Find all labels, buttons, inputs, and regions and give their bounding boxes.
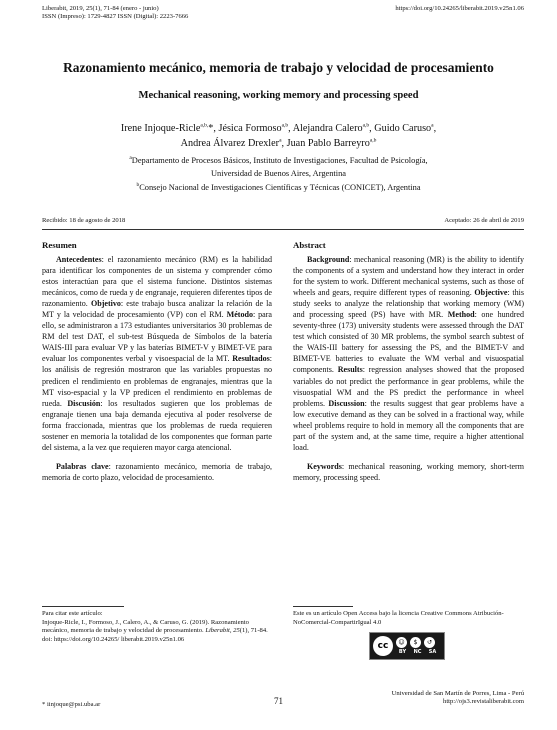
- divider: [42, 229, 524, 230]
- article-subtitle: Mechanical reasoning, working memory and processing speed: [138, 90, 419, 101]
- authors-line-1: Irene Injoque-Ricle$^{a,b,}$*, Jésica Formoso$^{a,b}$, Alejandra Calero$^{a,b}$, Guido Caruso$^a$,: [120, 122, 437, 134]
- resumen-body: [42, 254, 272, 483]
- author-email[interactable]: * iinjoque@psi.uba.ar: [42, 701, 101, 708]
- affiliations: [60, 155, 497, 195]
- noncommercial-icon: $: [410, 637, 421, 648]
- publisher-info: [392, 690, 524, 707]
- article-title: Razonamiento mecánico, memoria de trabajo y velocidad de procesamiento: [63, 60, 494, 75]
- resumen-keywords: Palabras clave: razonamiento mecánico, memoria de trabajo, memoria de corto plazo, velocidad de procesamiento.: [42, 461, 272, 482]
- cc-badge-nc: NC: [413, 649, 422, 655]
- journal-line: Liberabit, 2019, 25(1), 71-84 (enero - junio): [42, 5, 159, 12]
- affiliation-a: $^a$Departamento de Procesos Básicos, Instituto de Investigaciones, Facultad de Psicología,: [129, 155, 428, 165]
- received-date: Recibido: 18 de agosto de 2018: [42, 217, 126, 224]
- resumen-heading: Resumen: [42, 240, 77, 250]
- journal-url[interactable]: http://ojs3.revistaliberabit.com: [443, 698, 524, 706]
- affiliation-a-line2: Universidad de Buenos Aires, Argentina: [211, 168, 346, 178]
- attribution-icon: ☺: [396, 637, 407, 648]
- citation-label: Para citar este artículo:: [42, 610, 103, 617]
- abstract-keywords: Keywords: mechanical reasoning, working memory, short-term memory, processing speed.: [293, 461, 524, 482]
- cc-license-badge[interactable]: [369, 632, 445, 660]
- issn-line: ISSN (Impreso): 1729-4827 ISSN (Digital): 2223-7666: [42, 13, 189, 21]
- abstract-body: [293, 254, 524, 483]
- cc-badge-sa: SA: [428, 649, 437, 655]
- authors-line-2: Andrea Álvarez Drexler$^a$, Juan Pablo Barreyro$^{a,b}$: [180, 137, 377, 149]
- affiliation-b: $^b$Consejo Nacional de Investigaciones Científicas y Técnicas (CONICET), Argentina: [136, 182, 421, 193]
- accepted-date: Aceptado: 26 de abril de 2019: [444, 217, 524, 224]
- license-text: Este es un artículo Open Access bajo la licencia Creative Commons Atribución-NoComercial-CompartirIgual 4.0: [293, 610, 504, 626]
- author-list: [60, 121, 497, 151]
- sharealike-icon: ↺: [424, 637, 435, 648]
- university-name: Universidad de San Martín de Porres, Lima - Perú: [391, 690, 524, 697]
- license-rule: [293, 606, 353, 607]
- cc-badge-by: BY: [398, 649, 407, 655]
- cc-icon: cc: [373, 636, 393, 656]
- abstract-heading: Abstract: [293, 240, 326, 250]
- doi-link[interactable]: https://doi.org/10.24265/liberabit.2019.v25n1.06: [395, 5, 524, 12]
- resumen-paragraph: Antecedentes: el razonamiento mecánico (RM) es la habilidad para identificar los componentes de un sistema y comprender cómo estos interactúan para que el sistema funcione. Distintos sistemas mecánicos, como de rueda y de engranaje, requieren diferentes tipos de razonamiento. Objetivo: este trabajo busca analizar la relación de la MT y la velocidad de procesamiento (VP) con el RM. Método: para ello, se administraron a 173 estudiantes universitarios 30 problemas de RM del test DAT, el sub-test Búsqueda de Símbolos de la batería WAIS-III para evaluar VP y las baterías BIMET-V y BIMET-VE para evaluar los componentes verbal y visoespacial de la MT. Resultados: los análisis de regresión mostraron que las variables propuestas no predicen el rendimiento en problemas de engranajes, mientras que la MT viso-espacial y la VP predicen el rendimiento en problemas de rueda. Discusión: los resultados sugieren que los problemas de engranaje tienen una baja demanda ejecutiva al poder resolverse de forma fraccionada, mientras que los problemas de rueda requieren sostener en memoria la totalidad de los componentes que forman parte del sistema, a la vez que requieren mayor carga atencional.: [42, 255, 272, 452]
- citation-block: [42, 610, 273, 644]
- citation-rule: [42, 606, 124, 607]
- citation-text: Injoque-Ricle, I., Formoso, J., Calero, A., & Caruso, G. (2019). Razonamiento mecánico, memoria de trabajo y velocidad de procesamiento. Liberabit, 25(1), 71-84. doi: https://doi.org/10.24265/ liberabit.2019.v25n1.06: [42, 618, 268, 643]
- journal-header: [42, 5, 188, 22]
- abstract-paragraph: Background: mechanical reasoning (MR) is the ability to identify the components of a system and understand how they interact in order for the system to work. Different mechanical systems, such as those of wheels and gears, require different types of reasoning. Objective: this study seeks to analyze the relationship that working memory (WM) and processing speed (PS) have with MR. Method: one hundred seventy-three (173) university students were assessed through the DAT test which consisted of 30 MR problems, the symbol search subtest of the WAIS-III battery for assessing the PS, and the BIMET-V and BIMET-VE batteries to evaluate the WM verbal and visuospatial components. Results: regression analyses showed that the proposed variables do not predict the performance in gear problems, while the visuospatial WM and the PS predict the performance in wheel problems. Discussion: the results suggest that gear problems have a low executive demand as they can be solved in a fractional way, while wheel problems require to hold in memory all the components that are part of the system and, at the same time, require a higher attentional load.: [293, 255, 525, 452]
- page-number: 71: [274, 696, 283, 706]
